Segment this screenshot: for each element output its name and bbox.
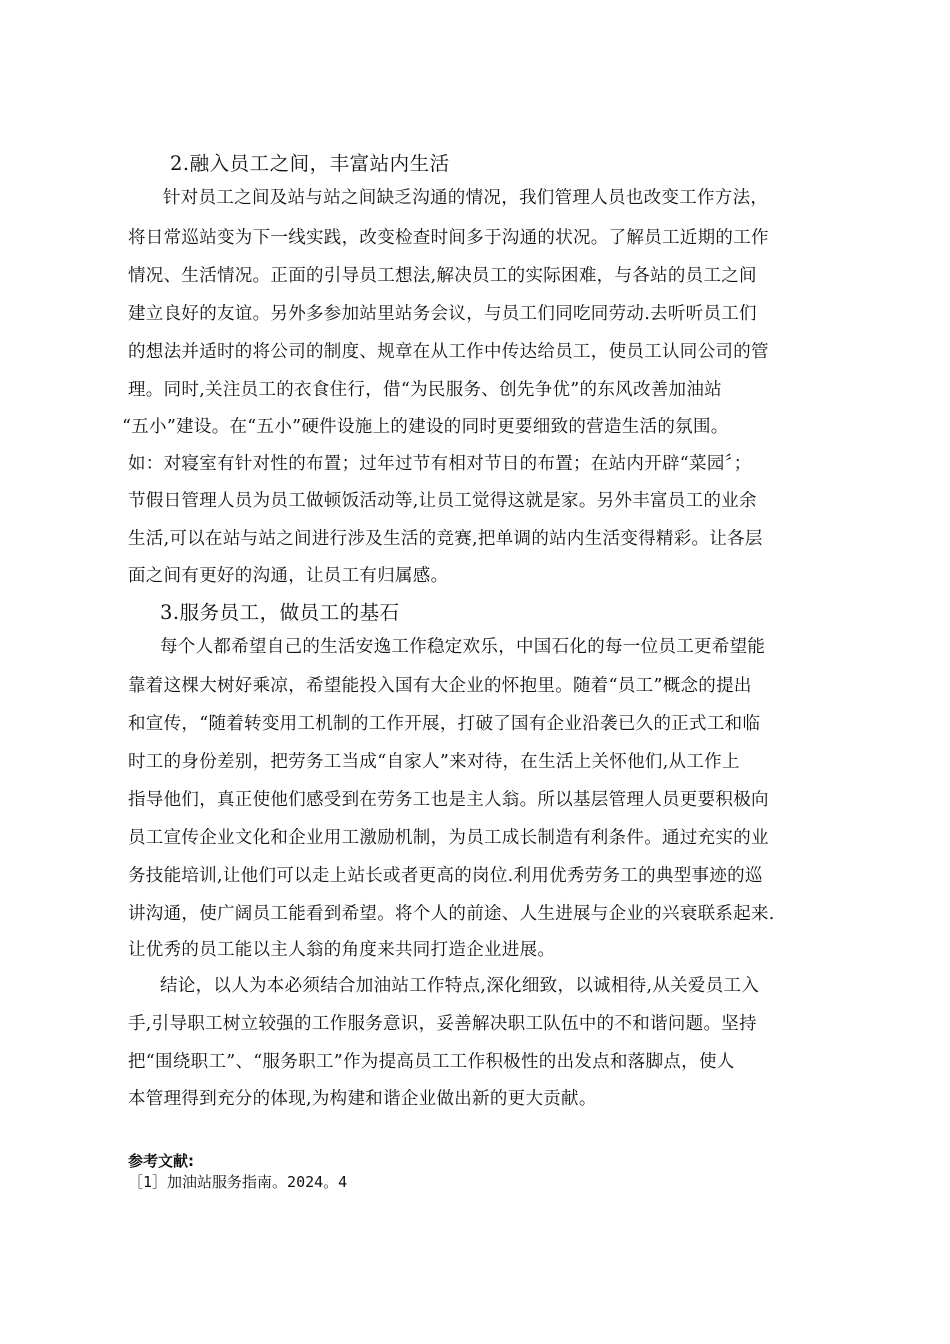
- paragraph-line: 每个人都希望自己的生活安逸工作稳定欢乐，中国石化的每一位员工更希望能: [160, 637, 766, 657]
- paragraph-line: 讲沟通，使广阔员工能看到希望。将个人的前途、人生进展与企业的兴衰联系起来.: [128, 904, 775, 924]
- references-title: 参考文献:: [128, 1152, 194, 1170]
- paragraph-line: 指导他们，真正使他们感受到在劳务工也是主人翁。所以基层管理人员更要积极向: [128, 790, 769, 810]
- paragraph-line: 面之间有更好的沟通，让员工有归属感。: [128, 566, 449, 586]
- paragraph-line: 手,引导职工树立较强的工作服务意识，妥善解决职工队伍中的不和谐问题。坚持: [128, 1014, 757, 1034]
- paragraph-line: 本管理得到充分的体现,为构建和谐企业做出新的更大贡献。: [128, 1089, 597, 1109]
- paragraph-line: 结论，以人为本必须结合加油站工作特点,深化细致，以诚相待,从关爱员工入: [160, 976, 760, 996]
- reference-item: ［1］加油站服务指南。2024。4: [128, 1173, 348, 1191]
- paragraph-line: 让优秀的员工能以主人翁的角度来共同打造企业进展。: [128, 940, 556, 960]
- paragraph-line: 时工的身份差别，把劳务工当成“自家人”来对待，在生活上关怀他们,从工作上: [128, 752, 740, 772]
- paragraph-line: 务技能培训,让他们可以走上站长或者更高的岗位.利用优秀劳务工的典型事迹的巡: [128, 866, 763, 886]
- paragraph-line: 如：对寝室有针对性的布置；过年过节有相对节日的布置；在站内开辟“菜园〞；: [128, 454, 752, 474]
- section-2-heading: 2.融入员工之间，丰富站内生活: [170, 152, 450, 175]
- paragraph-line: 的想法并适时的将公司的制度、规章在从工作中传达给员工，使员工认同公司的管: [128, 342, 769, 362]
- paragraph-line: “五小”建设。在“五小”硬件设施上的建设的同时更要细致的营造生活的氛围。: [122, 417, 729, 437]
- paragraph-line: 把“围绕职工”、“服务职工”作为提高员工工作积极性的出发点和落脚点，使人: [128, 1052, 735, 1072]
- paragraph-line: 情况、生活情况。正面的引导员工想法,解决员工的实际困难，与各站的员工之间: [128, 266, 757, 286]
- paragraph-line: 生活,可以在站与站之间进行涉及生活的竞赛,把单调的站内生活变得精彩。让各层: [128, 529, 763, 549]
- paragraph-line: 节假日管理人员为员工做顿饭活动等,让员工觉得这就是家。另外丰富员工的业余: [128, 491, 757, 511]
- section-3-heading: 3.服务员工，做员工的基石: [160, 601, 400, 624]
- paragraph-line: 靠着这棵大树好乘凉，希望能投入国有大企业的怀抱里。随着“员工”概念的提出: [128, 676, 752, 696]
- paragraph-line: 员工宣传企业文化和企业用工激励机制，为员工成长制造有利条件。通过充实的业: [128, 828, 769, 848]
- paragraph-line: 理。同时,关注员工的衣食住行，借“为民服务、创先争优”的东风改善加油站: [128, 380, 722, 400]
- paragraph-line: 建立良好的友谊。另外多参加站里站务会议，与员工们同吃同劳动.去听听员工们: [128, 304, 757, 324]
- paragraph-line: 将日常巡站变为下一线实践，改变检查时间多于沟通的状况。了解员工近期的工作: [128, 228, 769, 248]
- paragraph-line: 和宣传，“随着转变用工机制的工作开展，打破了国有企业沿袭已久的正式工和临: [128, 714, 761, 734]
- paragraph-line: 针对员工之间及站与站之间缺乏沟通的情况，我们管理人员也改变工作方法，: [163, 188, 769, 208]
